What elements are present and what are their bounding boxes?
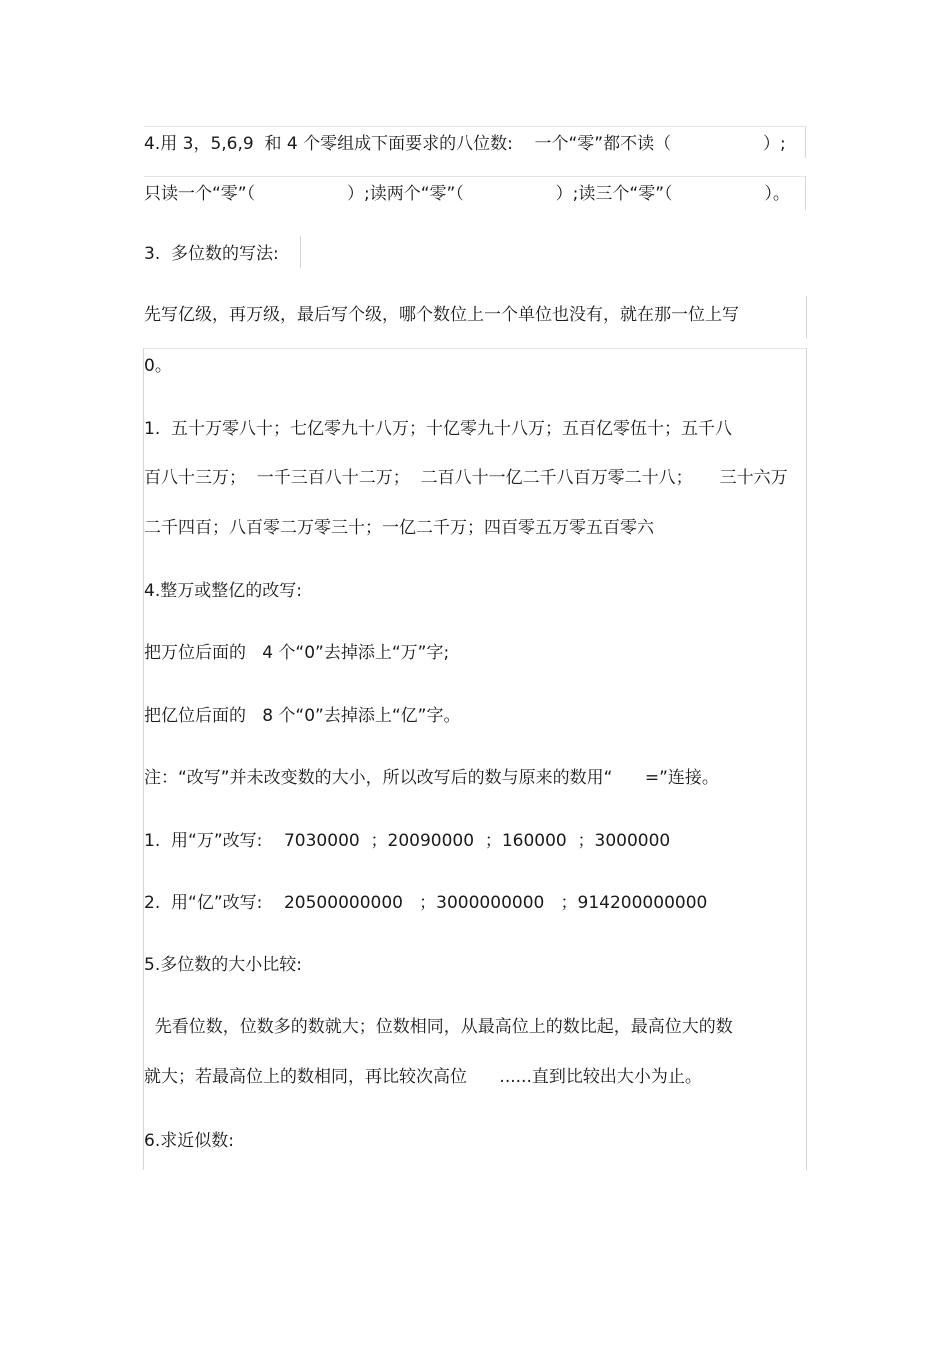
text-line: 只读一个“零”（ ）;读两个“零”（ ）;读三个“零”（ ）。 — [144, 184, 790, 204]
section-heading: 6.求近似数: — [144, 1131, 234, 1151]
text-line: 先看位数，位数多的数就大；位数相同，从最高位上的数比起，最高位大的数 — [144, 1017, 733, 1037]
section-heading: 5.多位数的大小比较: — [144, 955, 302, 975]
row2-border — [144, 176, 806, 177]
right-border-top — [805, 126, 806, 158]
text-line: 就大；若最高位上的数相同，再比较次高位 ......直到比较出大小为止。 — [144, 1067, 702, 1087]
mid-border — [144, 348, 806, 349]
section-heading: 3. 多位数的写法: — [144, 244, 279, 264]
text-line: 百八十三万； 一千三百八十二万； 二百八十一亿二千八百万零二十八； 三十六万 — [144, 468, 788, 488]
text-line: 先写亿级，再万级，最后写个级，哪个数位上一个单位也没有，就在那一位上写 — [144, 305, 739, 325]
text-line: 1. 用“万”改写: 7030000 ；20090000 ；160000 ；3000000 — [144, 831, 671, 851]
text-line: 1. 五十万零八十；七亿零九十八万；十亿零九十八万；五百亿零伍十；五千八 — [144, 419, 733, 439]
text-line: 4.用 3，5,6,9 和 4 个零组成下面要求的八位数: 一个“零”都不读（ ）; — [144, 134, 786, 154]
heading-box-border — [300, 236, 301, 268]
text-line: 2. 用“亿”改写: 20500000000 ；3000000000 ；914200000000 — [144, 893, 708, 913]
section-heading: 4.整万或整亿的改写: — [144, 581, 302, 601]
text-line: 把万位后面的 4 个“0”去掉添上“万”字; — [144, 643, 450, 663]
note-line: 注：“改写”并未改变数的大小，所以改写后的数与原来的数用“ =”连接。 — [144, 768, 719, 788]
text-line: 0。 — [144, 356, 172, 376]
text-line: 二千四百；八百零二万零三十；一亿二千万；四百零五万零五百零六 — [144, 518, 654, 538]
right-border-row2 — [805, 176, 806, 210]
right-border-main — [806, 348, 807, 1170]
top-border — [144, 126, 806, 127]
text-line: 把亿位后面的 8 个“0”去掉添上“亿”字。 — [144, 706, 461, 726]
right-border-para — [806, 296, 807, 338]
